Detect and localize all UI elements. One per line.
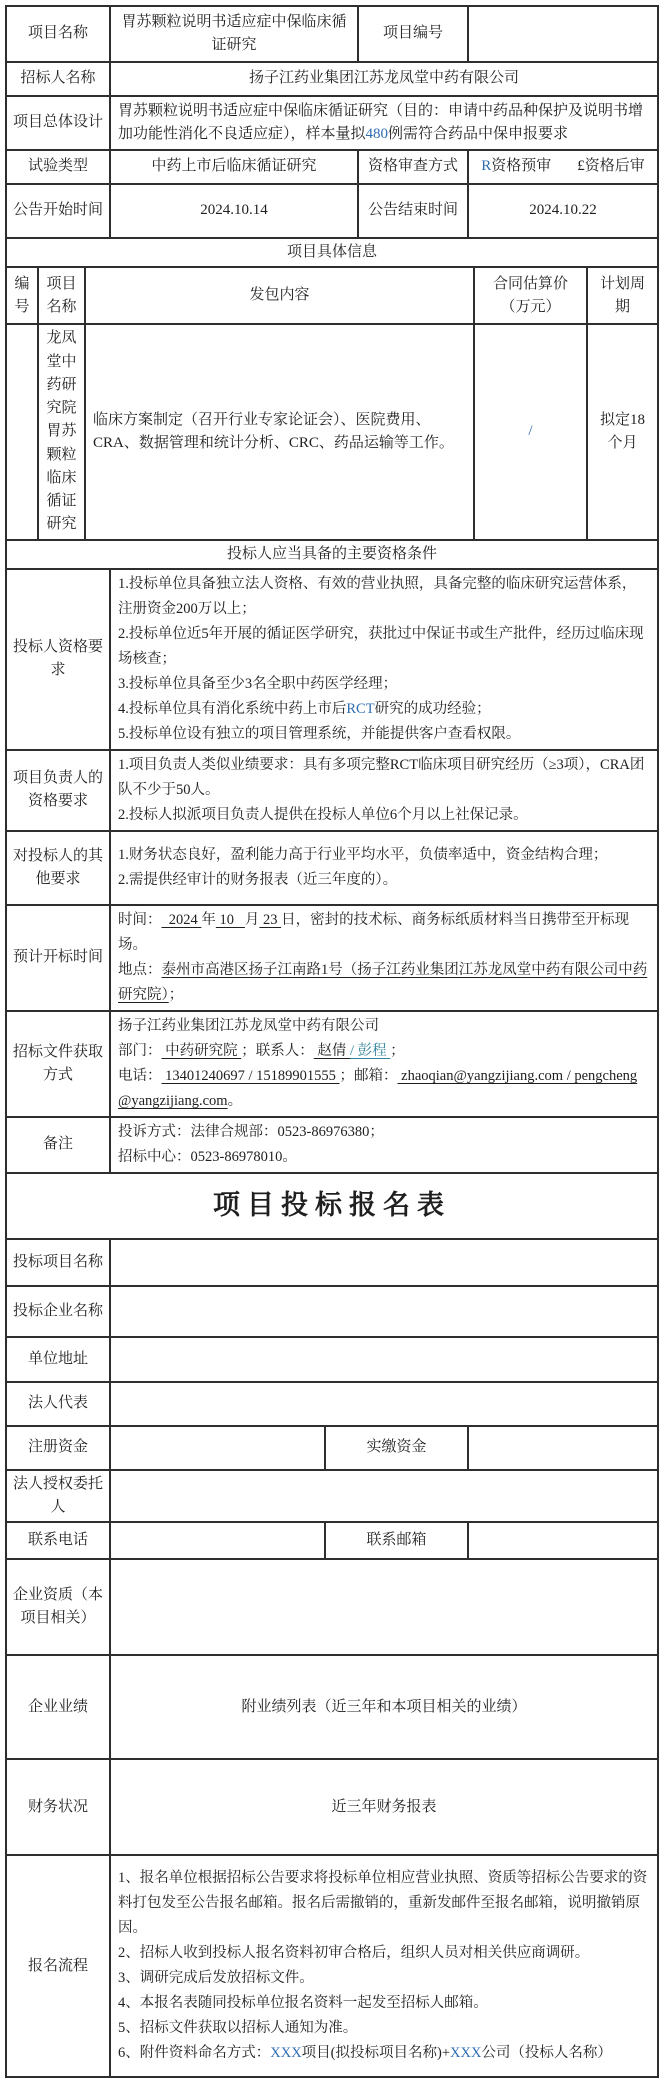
- row-announcement-dates: [6, 184, 658, 238]
- mail-period: 。: [227, 1092, 243, 1109]
- row-leader-qualification: [6, 750, 658, 831]
- announce-end-value: 2024.10.22: [468, 184, 658, 238]
- bidder-qual-label: 投标人资格要求: [6, 569, 110, 750]
- row-overall-design: [6, 96, 658, 150]
- process-item-6: [118, 2041, 650, 2066]
- other-req-label: 对投标人的其他要求: [6, 831, 110, 905]
- process-item-6-xxx-1: XXX: [270, 2045, 302, 2062]
- bid-open-address: 泰州市高港区扬子江南路1号（扬子江药业集团江苏龙凤堂中药有限公司中药研究院）: [118, 961, 648, 1003]
- process-item-6-xxx-2: XXX: [450, 2045, 482, 2062]
- bid-open-year: 2024: [161, 911, 202, 928]
- doc-access-contact-line: [118, 1039, 650, 1064]
- leader-qual-list: [110, 750, 658, 831]
- row-document-access: [6, 1011, 658, 1117]
- postqualification-option-label: 资格后审: [584, 158, 645, 175]
- contact-email-value: [468, 1522, 658, 1559]
- detail-serial-cell: [6, 324, 38, 539]
- mail-label: ；邮箱：: [339, 1067, 398, 1084]
- row-form-title: [6, 1173, 658, 1239]
- leader-qual-item-1: 1.项目负责人类似业绩要求：具有多项完整RCT临床项目研究经历（≥3项），CRA团队不少于50人。: [118, 756, 645, 798]
- overall-design-value: [110, 96, 658, 150]
- row-bid-project-name: [6, 1239, 658, 1286]
- prequalification-option-label: 资格预审: [491, 158, 552, 175]
- month-unit: 月: [244, 911, 260, 928]
- contact-name-2: / 彭程: [350, 1042, 391, 1059]
- row-financial-status: [6, 1759, 658, 1855]
- sample-size-number: 480: [365, 126, 389, 142]
- trial-type-label: 试验类型: [6, 150, 110, 184]
- postqualification-checkbox-icon: £: [577, 158, 585, 175]
- process-item-6-pre: 6、附件资料命名方式：: [118, 2045, 271, 2062]
- company-performance-label: 企业业绩: [6, 1655, 110, 1759]
- bid-opening-time-line: [118, 908, 650, 958]
- registration-process-label: 报名流程: [6, 1855, 110, 2077]
- project-name-label: 项目名称: [6, 6, 110, 62]
- project-number-label: 项目编号: [358, 6, 468, 62]
- row-capital: [6, 1426, 658, 1470]
- row-remark: [6, 1117, 658, 1173]
- dept-label: 部门：: [118, 1042, 162, 1059]
- registered-capital-value: [110, 1426, 325, 1470]
- other-req-item-2: 2.需提供经审计的财务报表（近三年度的）。: [118, 871, 398, 888]
- remark-label: 备注: [6, 1117, 110, 1173]
- registered-capital-label: 注册资金: [6, 1426, 110, 1470]
- phone-label: 电话：: [118, 1067, 162, 1084]
- estimated-price-line1: 合同估算价: [493, 275, 569, 292]
- row-tenderee-name: [6, 62, 658, 96]
- legal-rep-label: 法人代表: [6, 1382, 110, 1426]
- bidder-qual-item-1: 1.投标单位具备独立法人资格、有效的营业执照，具备完整的临床研究运营体系，注册资金200万以上；: [118, 575, 637, 617]
- detail-contract-content: 临床方案制定（召开行业专家论证会）、医院费用、CRA、数据管理和统计分析、CRC、药品运输等工作。: [85, 324, 474, 539]
- row-authorized-person: [6, 1470, 658, 1523]
- doc-access-label: 招标文件获取方式: [6, 1011, 110, 1117]
- project-name-value: 胃苏颗粒说明书适应症中保临床循证研究: [110, 6, 358, 62]
- row-bidder-qualification: [6, 569, 658, 750]
- remark-content: [110, 1117, 658, 1173]
- bidder-qual-item-2: 2.投标单位近5年开展的循证医学研究，获批过中保证书或生产批件，经历过临床现场核查；: [118, 625, 644, 667]
- row-details-header: [6, 267, 658, 324]
- bid-opening-content: [110, 905, 658, 1011]
- company-address-label: 单位地址: [6, 1337, 110, 1382]
- phone-numbers: 13401240697 / 15189901555: [161, 1067, 340, 1084]
- announce-end-label: 公告结束时间: [358, 184, 468, 238]
- design-text-post: 例需符合药品中保申报要求: [388, 126, 569, 142]
- row-company-qualification: [6, 1559, 658, 1655]
- mail-addresses: zhaoqian@yangzijiang.com / pengcheng@yangzijiang.com: [118, 1067, 638, 1109]
- company-qualification-label: 企业资质（本项目相关）: [6, 1559, 110, 1655]
- contact-phone-value: [110, 1522, 325, 1559]
- process-item-1: 1、报名单位根据招标公告要求将投标单位相应营业执照、资质等招标公告要求的资料打包发至公告报名邮箱。报名后需撤销的，重新发邮件至报名邮箱，说明撤销原因。: [118, 1870, 648, 1937]
- form-title: 项目投标报名表: [6, 1173, 658, 1239]
- row-qualification-banner: [6, 540, 658, 569]
- remark-line-2: 招标中心：0523-86978010。: [118, 1148, 297, 1165]
- row-section-title: [6, 238, 658, 267]
- doc-access-content: [110, 1011, 658, 1117]
- row-trial-type: [6, 150, 658, 184]
- design-text-pre: 胃苏颗粒说明书适应症中保临床循证研究（目的：申请中药品种保护及说明书增加功能性消化不良适应症），样本量拟: [118, 102, 644, 142]
- tenderee-value: 扬子江药业集团江苏龙凤堂中药有限公司: [110, 62, 658, 96]
- contact-email-label: 联系邮箱: [325, 1522, 468, 1559]
- row-legal-representative: [6, 1382, 658, 1426]
- header-estimated-price: [474, 267, 587, 324]
- doc-access-phone-mail-line: [118, 1064, 650, 1114]
- row-registration-process: [6, 1855, 658, 2077]
- bidder-qual-item-5: 5.投标单位设有独立的项目管理系统，并能提供客户查看权限。: [118, 725, 521, 742]
- item4-pre: 4.投标单位具有消化系统中药上市后: [118, 700, 347, 717]
- header-serial-no: 编号: [6, 267, 38, 324]
- row-other-requirements: [6, 831, 658, 905]
- header-contract-content: 发包内容: [85, 267, 474, 324]
- process-item-3: 3、调研完成后发放招标文件。: [118, 1970, 314, 1987]
- financial-status-label: 财务状况: [6, 1759, 110, 1855]
- row-company-performance: [6, 1655, 658, 1759]
- other-req-item-1: 1.财务状态良好，盈利能力高于行业平均水平，负债率适中，资金结构合理；: [118, 846, 608, 863]
- header-project-name: 项目名称: [38, 267, 85, 324]
- company-address-value: [110, 1337, 658, 1382]
- place-label: 地点：: [118, 961, 162, 978]
- company-qualification-value: [110, 1559, 658, 1655]
- announce-start-value: 2024.10.14: [110, 184, 358, 238]
- tenderee-label: 招标人名称: [6, 62, 110, 96]
- overall-design-label: 项目总体设计: [6, 96, 110, 150]
- bid-company-name-value: [110, 1286, 658, 1337]
- bid-opening-label: 预计开标时间: [6, 905, 110, 1011]
- bidder-qual-list: [110, 569, 658, 750]
- item4-post: 研究的成功经验；: [374, 700, 491, 717]
- remark-line-1: 投诉方式：法律合规部：0523-86976380；: [118, 1123, 384, 1140]
- dept-value: 中药研究院: [161, 1042, 242, 1059]
- contact-name-1: 赵倩: [313, 1042, 350, 1059]
- registration-process-list: [110, 1855, 658, 2077]
- process-item-6-mid: 项目(拟投标项目名称)+: [301, 2045, 451, 2062]
- announce-start-label: 公告开始时间: [6, 184, 110, 238]
- row-bid-opening: [6, 905, 658, 1011]
- prequalification-checkbox-icon: R: [481, 158, 492, 175]
- row-project-detail: [6, 324, 658, 539]
- contact-semicolon: ；: [390, 1042, 405, 1059]
- address-end: ；: [168, 986, 184, 1003]
- leader-qual-item-2: 2.投标人拟派项目负责人提供在投标人单位6个月以上社保记录。: [118, 806, 528, 823]
- paid-capital-label: 实缴资金: [325, 1426, 468, 1470]
- bid-open-day: 23: [259, 911, 282, 928]
- legal-rep-value: [110, 1382, 658, 1426]
- year-unit: 年: [201, 911, 216, 928]
- financial-status-value: 近三年财务报表: [110, 1759, 658, 1855]
- time-label: 时间：: [118, 911, 162, 928]
- process-item-4: 4、本报名表随同投标单位报名资料一起发至招标人邮箱。: [118, 1995, 488, 2012]
- estimated-price-line2: （万元）: [500, 298, 561, 315]
- day-unit-and-note: 日，密封的技术标、商务标纸质材料当日携带至开标现场。: [118, 911, 630, 953]
- detail-project-name: 龙凤堂中药研究院胃苏颗粒临床循证研究: [38, 324, 85, 539]
- contact-label: ；联系人：: [241, 1042, 314, 1059]
- qualification-banner: 投标人应当具备的主要资格条件: [6, 540, 658, 569]
- qualification-review-label: 资格审查方式: [358, 150, 468, 184]
- detail-planned-period: 拟定18个月: [587, 324, 658, 539]
- bidder-qual-item-3: 3.投标单位具备至少3名全职中药医学经理；: [118, 675, 398, 692]
- project-number-value: [468, 6, 658, 62]
- contact-phone-label: 联系电话: [6, 1522, 110, 1559]
- process-item-5: 5、招标文件获取以招标人通知为准。: [118, 2020, 358, 2037]
- bid-project-name-value: [110, 1239, 658, 1286]
- bidder-qual-item-4: [118, 697, 650, 722]
- qualification-review-options: [468, 150, 658, 184]
- company-performance-value: 附业绩列表（近三年和本项目相关的业绩）: [110, 1655, 658, 1759]
- header-planned-period: 计划周期: [587, 267, 658, 324]
- bid-project-name-label: 投标项目名称: [6, 1239, 110, 1286]
- item4-rct: RCT: [346, 700, 375, 717]
- process-item-6-post: 公司（投标人名称）: [481, 2045, 612, 2062]
- paid-capital-value: [468, 1426, 658, 1470]
- other-req-list: [110, 831, 658, 905]
- authorized-person-label: 法人授权委托人: [6, 1470, 110, 1523]
- row-contact: [6, 1522, 658, 1559]
- row-project-name: [6, 6, 658, 62]
- bid-open-month: 10: [215, 911, 245, 928]
- row-company-address: [6, 1337, 658, 1382]
- authorized-person-value: [110, 1470, 658, 1523]
- bid-form-table: [5, 5, 659, 2078]
- process-item-2: 2、招标人收到投标人报名资料初审合格后，组织人员对相关供应商调研。: [118, 1945, 590, 1962]
- bid-company-name-label: 投标企业名称: [6, 1286, 110, 1337]
- row-bid-company-name: [6, 1286, 658, 1337]
- bid-opening-place-line: [118, 958, 650, 1008]
- leader-qual-label: 项目负责人的资格要求: [6, 750, 110, 831]
- project-details-banner: 项目具体信息: [6, 238, 658, 267]
- detail-estimated-price: /: [474, 324, 587, 539]
- doc-access-company: 扬子江药业集团江苏龙凤堂中药有限公司: [118, 1017, 379, 1034]
- trial-type-value: 中药上市后临床循证研究: [110, 150, 358, 184]
